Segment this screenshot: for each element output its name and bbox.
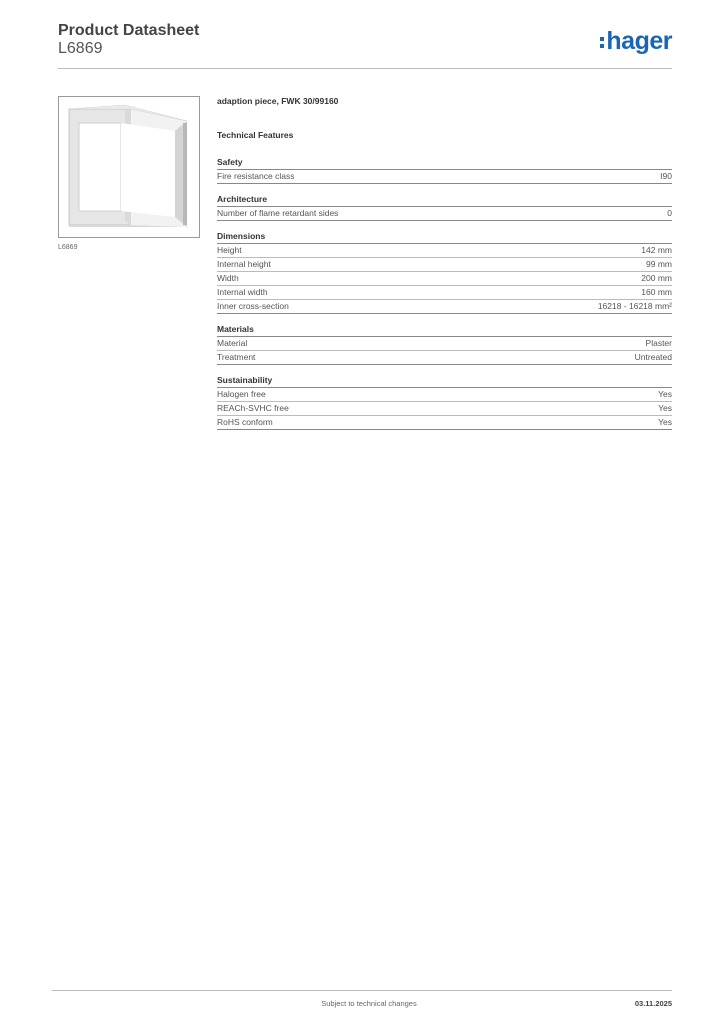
section-title: Materials (217, 324, 672, 337)
feature-value: I90 (660, 171, 672, 181)
feature-row (217, 207, 672, 221)
feature-value: Yes (658, 389, 672, 399)
feature-value: 16218 - 16218 mm² (597, 301, 672, 311)
footer-divider (52, 990, 672, 991)
feature-label: Internal width (217, 287, 268, 297)
feature-row (217, 300, 672, 314)
logo-dots-icon (600, 37, 604, 48)
feature-row (217, 286, 672, 300)
technical-features-heading: Technical Features (217, 130, 294, 140)
section-safety (217, 157, 672, 184)
feature-value: 160 mm (641, 287, 672, 297)
feature-value: Yes (658, 403, 672, 413)
feature-row (217, 388, 672, 402)
section-rows (217, 337, 672, 365)
feature-row (217, 244, 672, 258)
footer-note: Subject to technical changes (321, 999, 417, 1008)
feature-row (217, 402, 672, 416)
frame-product-image (59, 97, 199, 237)
feature-value: 0 (667, 208, 672, 218)
product-description: adaption piece, FWK 30/99160 (217, 96, 339, 106)
feature-label: RoHS conform (217, 417, 273, 427)
feature-value: Plaster (645, 338, 672, 348)
section-title: Sustainability (217, 375, 672, 388)
logo-text: hager (606, 27, 672, 55)
section-rows (217, 207, 672, 221)
section-dimensions (217, 231, 672, 314)
page-title: Product Datasheet (58, 22, 200, 39)
feature-sections (217, 157, 672, 430)
feature-label: Treatment (217, 352, 256, 362)
feature-value: Untreated (634, 352, 672, 362)
technical-content (217, 96, 672, 440)
feature-label: Internal height (217, 259, 271, 269)
article-number: L6869 (58, 40, 103, 57)
feature-value: 142 mm (641, 245, 672, 255)
feature-label: Number of flame retardant sides (217, 208, 339, 218)
feature-value: 200 mm (641, 273, 672, 283)
feature-row (217, 272, 672, 286)
image-caption: L6869 (58, 244, 78, 251)
header-divider (58, 68, 672, 69)
section-materials (217, 324, 672, 365)
feature-value: Yes (658, 417, 672, 427)
feature-label: Width (217, 273, 239, 283)
product-image (58, 96, 200, 238)
section-title: Safety (217, 157, 672, 170)
feature-label: REACh-SVHC free (217, 403, 289, 413)
hager-logo (600, 28, 672, 54)
section-title: Dimensions (217, 231, 672, 244)
feature-label: Height (217, 245, 242, 255)
section-rows (217, 388, 672, 430)
section-architecture (217, 194, 672, 221)
feature-row (217, 416, 672, 430)
feature-row (217, 351, 672, 365)
section-rows (217, 244, 672, 314)
feature-row (217, 170, 672, 184)
section-sustainability (217, 375, 672, 430)
feature-label: Inner cross-section (217, 301, 289, 311)
feature-row (217, 258, 672, 272)
feature-row (217, 337, 672, 351)
feature-label: Halogen free (217, 389, 266, 399)
document-header (58, 22, 199, 58)
feature-value: 99 mm (646, 259, 672, 269)
feature-label: Fire resistance class (217, 171, 295, 181)
footer-date: 03.11.2025 (634, 999, 672, 1008)
section-title: Architecture (217, 194, 672, 207)
feature-label: Material (217, 338, 248, 348)
section-rows (217, 170, 672, 184)
